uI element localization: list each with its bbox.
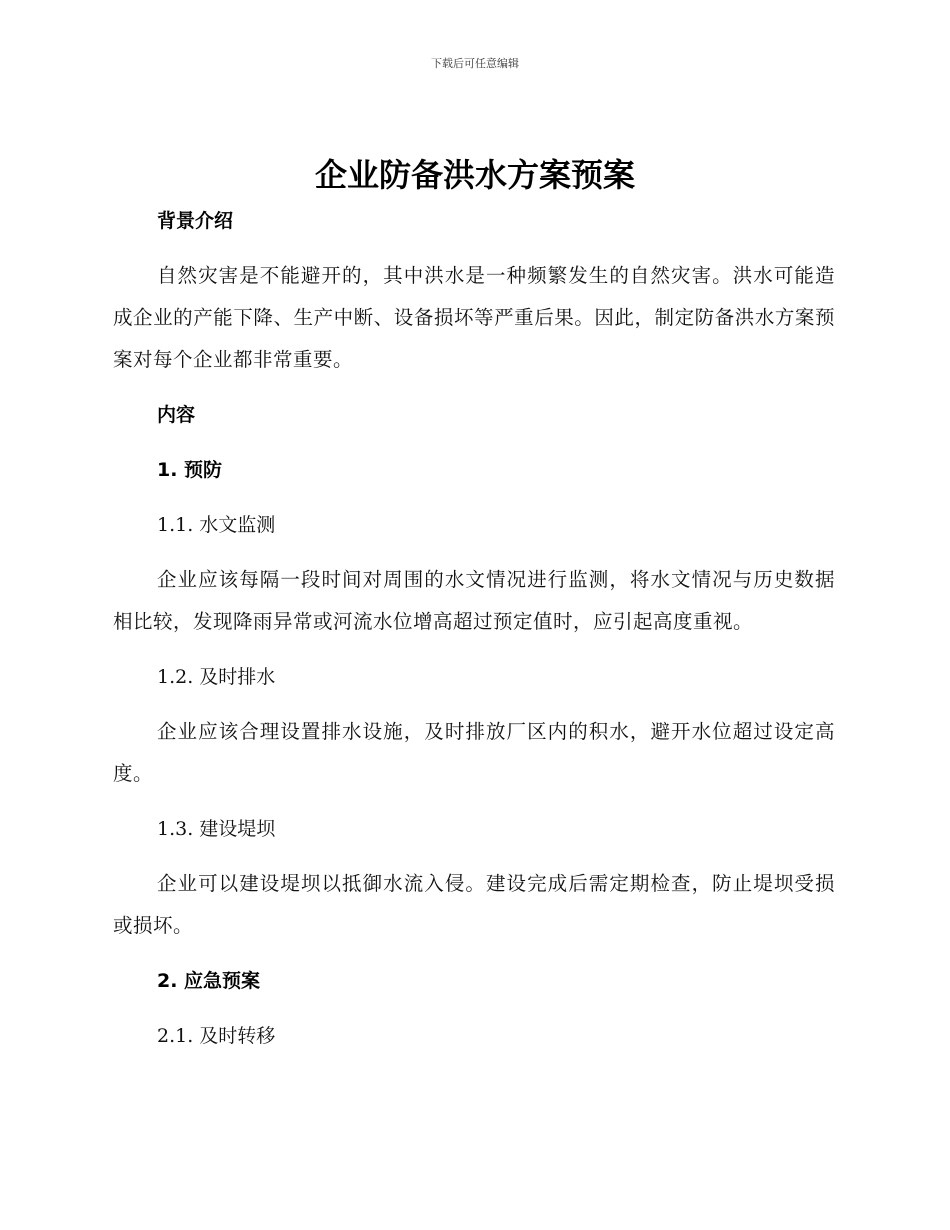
document-title: 企业防备洪水方案预案 <box>314 156 635 194</box>
background-heading: 背景介绍 <box>157 210 234 232</box>
dam-heading: 1.3. 建设堤坝 <box>157 818 276 840</box>
emergency-plan-heading: 2. 应急预案 <box>157 970 261 992</box>
document-body <box>113 200 835 1070</box>
hydro-monitoring-heading: 1.1. 水文监测 <box>157 514 276 536</box>
hydro-monitoring-paragraph: 企业应该每隔一段时间对周围的水文情况进行监测，将水文情况与历史数据相比较，发现降雨异常或河流水位增高超过预定值时，应引起高度重视。 <box>113 568 835 633</box>
header-note: 下载后可任意编辑 <box>431 57 519 70</box>
drainage-paragraph: 企业应该合理设置排水设施，及时排放厂区内的积水，避开水位超过设定高度。 <box>113 720 835 785</box>
background-paragraph: 自然灾害是不能避开的，其中洪水是一种频繁发生的自然灾害。洪水可能造成企业的产能下降、生产中断、设备损坏等严重后果。因此，制定防备洪水方案预案对每个企业都非常重要。 <box>113 264 835 371</box>
dam-paragraph: 企业可以建设堤坝以抵御水流入侵。建设完成后需定期检查，防止堤坝受损或损坏。 <box>113 872 835 937</box>
content-heading: 内容 <box>157 404 196 426</box>
transfer-heading: 2.1. 及时转移 <box>157 1025 276 1047</box>
prevention-heading: 1. 预防 <box>157 459 223 481</box>
drainage-heading: 1.2. 及时排水 <box>157 666 276 688</box>
